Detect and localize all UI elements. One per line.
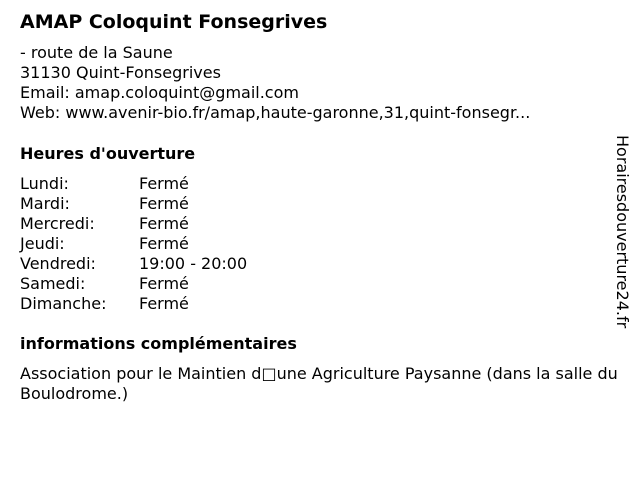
- hours-row-wednesday: [20, 214, 247, 234]
- web-line: Web: www.avenir-bio.fr/amap,haute-garonne,31,quint-fonsegr...: [20, 103, 531, 122]
- day-label: Mercredi:: [20, 214, 95, 233]
- opening-hours-heading: Heures d'ouverture: [20, 144, 196, 163]
- day-label: Samedi:: [20, 274, 86, 293]
- hours-row-friday: [20, 254, 247, 274]
- hours-row-saturday: [20, 274, 247, 294]
- opening-hours-table: [20, 174, 247, 314]
- hours-row-tuesday: [20, 194, 247, 214]
- day-label: Mardi:: [20, 194, 70, 213]
- day-label: Lundi:: [20, 174, 69, 193]
- hours-row-monday: [20, 174, 247, 194]
- time-value: Fermé: [139, 234, 189, 253]
- day-label: Vendredi:: [20, 254, 96, 273]
- additional-info-heading: informations complémentaires: [20, 334, 297, 353]
- city-address: 31130 Quint-Fonsegrives: [20, 63, 221, 82]
- hours-row-sunday: [20, 294, 247, 314]
- time-value: Fermé: [139, 294, 189, 313]
- additional-info-text: Association pour le Maintien d□une Agriculture Paysanne (dans la salle du Boulodrome.): [20, 364, 618, 403]
- street-address: - route de la Saune: [20, 43, 173, 62]
- time-value: Fermé: [139, 274, 189, 293]
- day-label: Dimanche:: [20, 294, 107, 313]
- time-value: 19:00 - 20:00: [139, 254, 248, 273]
- email-line: Email: amap.coloquint@gmail.com: [20, 83, 299, 102]
- page-title: AMAP Coloquint Fonsegrives: [20, 11, 328, 33]
- time-value: Fermé: [139, 174, 189, 193]
- time-value: Fermé: [139, 214, 189, 233]
- hours-row-thursday: [20, 234, 247, 254]
- address-block: [20, 43, 620, 123]
- day-label: Jeudi:: [20, 234, 65, 253]
- site-brand-vertical: Horairesdouverture24.fr: [613, 135, 632, 329]
- time-value: Fermé: [139, 194, 189, 213]
